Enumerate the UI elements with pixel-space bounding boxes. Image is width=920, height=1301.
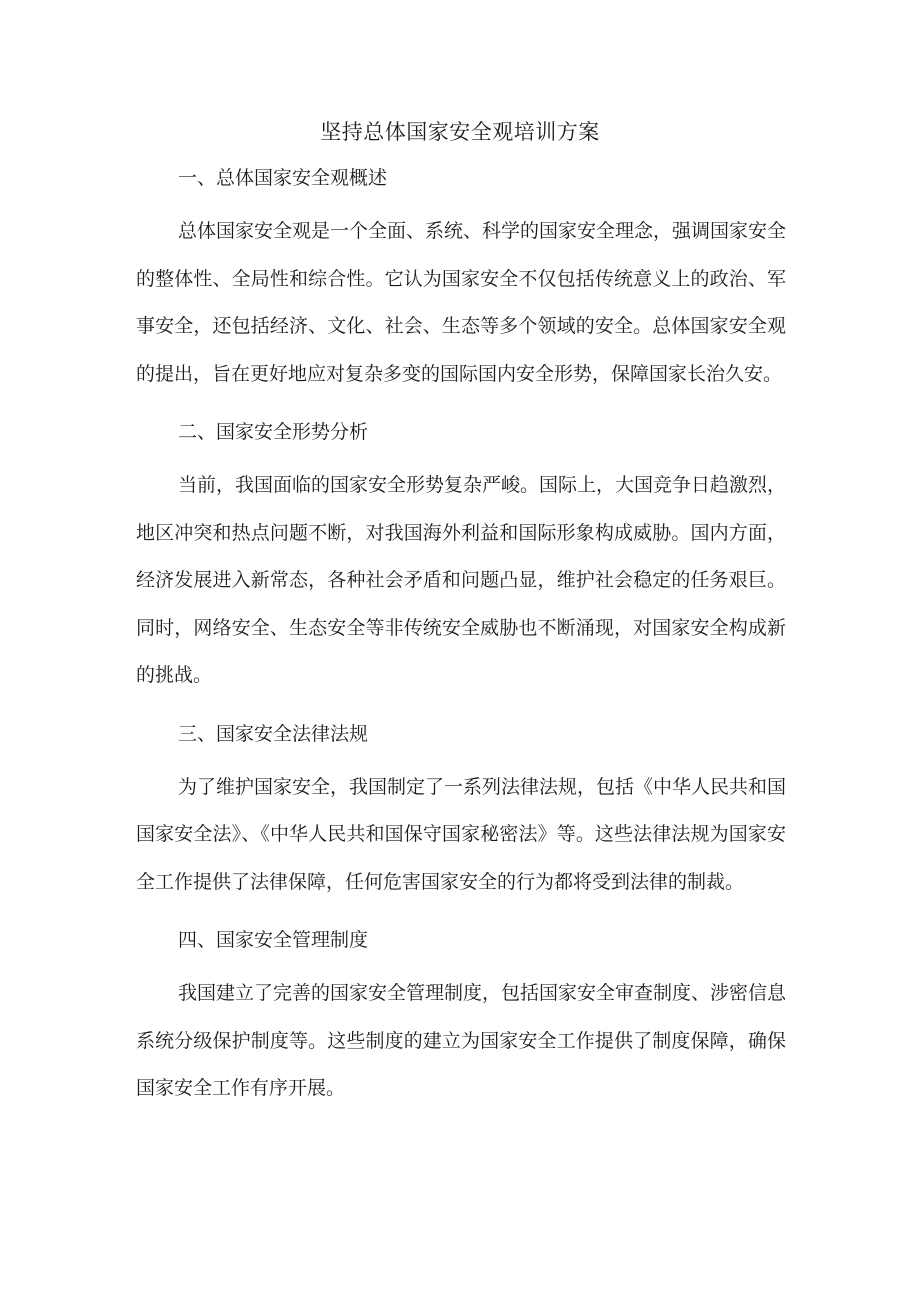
section-laws-regulations [136,716,786,907]
section-heading: 二、国家安全形势分析 [178,421,369,443]
section-situation-analysis [136,414,786,700]
section-paragraph: 总体国家安全观是一个全面、系统、科学的国家安全理念，强调国家安全的整体性、全局性和综合性。它认为国家安全不仅包括传统意义上的政治、军事安全，还包括经济、文化、社会、生态等多个领域的安全。总体国家安全观的提出，旨在更好地应对复杂多变的国际国内安全形势，保障国家长治久安。 [136,220,787,385]
section-heading: 一、总体国家安全观概述 [178,167,388,189]
section-overview [136,160,786,398]
document-title: 坚持总体国家安全观培训方案 [320,120,600,144]
document-body [136,160,786,1113]
section-management-system [136,922,786,1113]
section-heading: 四、国家安全管理制度 [178,929,369,951]
section-heading: 三、国家安全法律法规 [178,722,369,745]
section-paragraph: 当前，我国面临的国家安全形势复杂严峻。国际上，大国竞争日趋激烈，地区冲突和热点问题不断，对我国海外利益和国际形象构成威胁。国内方面，经济发展进入新常态，各种社会矛盾和问题凸显，维护社会稳定的任务艰巨。同时，网络安全、生态安全等非传统安全威胁也不断涌现，对国家安全构成新的挑战。 [136,474,787,686]
section-paragraph: 为了维护国家安全，我国制定了一系列法律法规，包括《中华人民共和国国家安全法》、《中华人民共和国保守国家秘密法》等。这些法律法规为国家安全工作提供了法律保障，任何危害国家安全的行为都将受到法律的制裁。 [136,775,787,893]
section-paragraph: 我国建立了完善的国家安全管理制度，包括国家安全审查制度、涉密信息系统分级保护制度等。这些制度的建立为国家安全工作提供了制度保障，确保国家安全工作有序开展。 [136,982,787,1099]
